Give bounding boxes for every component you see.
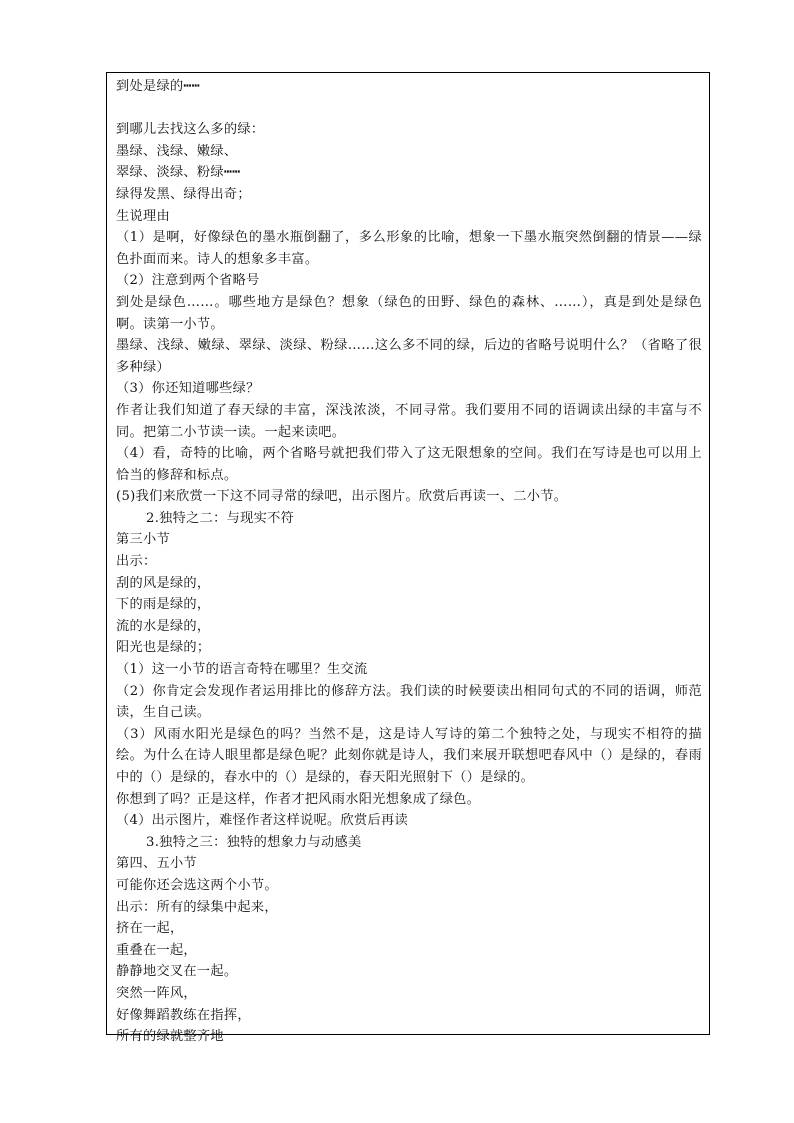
text-line: 墨绿、浅绿、嫩绿、 [116,143,238,159]
text-line: 到哪儿去找这么多的绿： [116,122,265,138]
lesson-text [116,76,702,1048]
paragraph: （2）你肯定会发现作者运用排比的修辞方法。我们读的时候要读出相同句式的不同的语调，师范读，生自己读。 [116,683,702,721]
text-line: （4）出示图片，难怪作者这样说呢。欣赏后再读 [116,813,408,829]
text-line: （1）这一小节的语言奇特在哪里？生交流 [116,662,368,678]
paragraph: （4）看，奇特的比喻，两个省略号就把我们带入了这无限想象的空间。我们在写诗是也可以用上恰当的修辞和标点。 [116,446,702,483]
paragraph: （3）风雨水阳光是绿色的吗？当然不是，这是诗人写诗的第二个独特之处，与现实不相符的描绘。为什么在诗人眼里都是绿色呢？此刻你就是诗人，我们来展开联想吧春风中（）是绿的，春雨中的（）是绿的，春水中的（）是绿的，春天阳光照射下（）是绿的。 [116,726,702,785]
paragraph: （1）是啊，好像绿色的墨水瓶倒翻了，多么形象的比喻，想象一下墨水瓶突然倒翻的情景——绿色扑面而来。诗人的想象多丰富。 [116,230,702,267]
section-heading: 2.独特之二：与现实不符 [146,510,295,526]
poem-line: 静静地交叉在一起。 [116,964,238,980]
poem-line: 阳光也是绿的； [116,640,211,656]
poem-line: 突然一阵风， [116,985,197,1001]
text-line: 生说理由 [116,208,170,224]
paragraph: 作者让我们知道了春天绿的丰富，深浅浓淡，不同寻常。我们要用不同的语调读出绿的丰富与不同。把第二小节读一读。一起来读吧。 [116,402,702,440]
text-line: 出示： [116,554,157,570]
paragraph: 墨绿、浅绿、嫩绿、翠绿、淡绿、粉绿……这么多不同的绿，后边的省略号说明什么？（省略了很多种绿） [116,338,702,375]
text-line: （2）注意到两个省略号 [116,273,260,289]
text-line: 第三小节 [116,532,170,548]
text-line: 出示：所有的绿集中起来， [116,899,278,915]
poem-line: 重叠在一起， [116,942,197,958]
text-line: 到处是绿的┅┅ [116,79,200,94]
text-line: （3）你还知道哪些绿？ [116,381,260,397]
poem-line: 流的水是绿的， [116,618,211,634]
text-line: 你想到了吗？正是这样，作者才把风雨水阳光想象成了绿色。 [116,791,481,807]
poem-line: 下的雨是绿的， [116,597,211,613]
blank-line [116,98,702,120]
poem-line: 所有的绿就整齐地 [116,1029,224,1045]
poem-line: 刮的风是绿的， [116,575,211,591]
text-line: (5)我们来欣赏一下这不同寻常的绿吧，出示图片。欣赏后再读一、二小节。 [116,489,568,505]
poem-line: 挤在一起， [116,921,184,937]
section-heading: 3.独特之三：独特的想象力与动感美 [146,834,362,850]
text-line: 可能你还会选这两个小节。 [116,877,278,893]
text-line: 第四、五小节 [116,856,197,872]
text-line: 绿得发黑、绿得出奇； [116,186,251,202]
paragraph: 到处是绿色……。哪些地方是绿色？想象（绿色的田野、绿色的森林、……），真是到处是绿色啊。读第一小节。 [116,294,702,332]
text-line: 翠绿、淡绿、粉绿┅┅ [116,165,241,181]
poem-line: 好像舞蹈教练在指挥， [116,1007,251,1023]
